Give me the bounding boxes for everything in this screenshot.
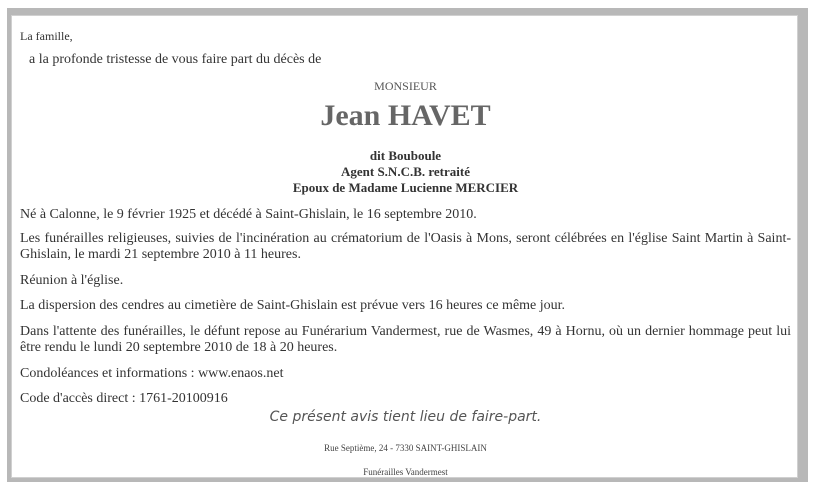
intro-text: a la profonde tristesse de vous faire part du décès de: [29, 52, 322, 67]
notice-frame: [7, 8, 808, 482]
access-code-paragraph: Code d'accès direct : 1761-20100916: [20, 391, 228, 406]
dispersion-paragraph: La dispersion des cendres au cimetière de Saint-Ghislain est prévue vers 16 heures ce même jour.: [20, 298, 566, 313]
reunion-paragraph: Réunion à l'église.: [20, 273, 124, 288]
condolences-paragraph: Condoléances et informations : www.enaos.net: [20, 366, 284, 381]
faire-part-note: Ce présent avis tient lieu de faire-part.: [269, 409, 542, 425]
greeting: La famille,: [20, 29, 73, 43]
nickname: dit Bouboule: [369, 148, 442, 163]
occupation: Agent S.N.C.B. retraité: [340, 164, 470, 179]
funeral-paragraph: Les funérailles religieuses, suivies de l'incinération au crématorium de l'Oasis à Mons, seront célébrées en l'église Saint Martin à Saint-Ghislain, le mardi 21 septembre 2010 à 11 heures.: [20, 231, 791, 262]
honorific: MONSIEUR: [374, 79, 437, 93]
birth-death-paragraph: Né à Calonne, le 9 février 1925 et décédé à Saint-Ghislain, le 16 septembre 2010.: [20, 207, 477, 222]
deceased-name: Jean HAVET: [320, 99, 491, 132]
funerarium-paragraph: Dans l'attente des funérailles, le défunt repose au Funérarium Vandermest, rue de Wasmes, 49 à Hornu, où un dernier hommage peut lui être rendu le lundi 20 septembre 2010 de 18 à 20 heures.: [20, 324, 791, 355]
address: Rue Septième, 24 - 7330 SAINT-GHISLAIN: [324, 443, 487, 453]
funeral-home: Funérailles Vandermest: [363, 467, 448, 477]
obituary-card: [11, 15, 798, 478]
spouse: Epoux de Madame Lucienne MERCIER: [292, 180, 519, 195]
